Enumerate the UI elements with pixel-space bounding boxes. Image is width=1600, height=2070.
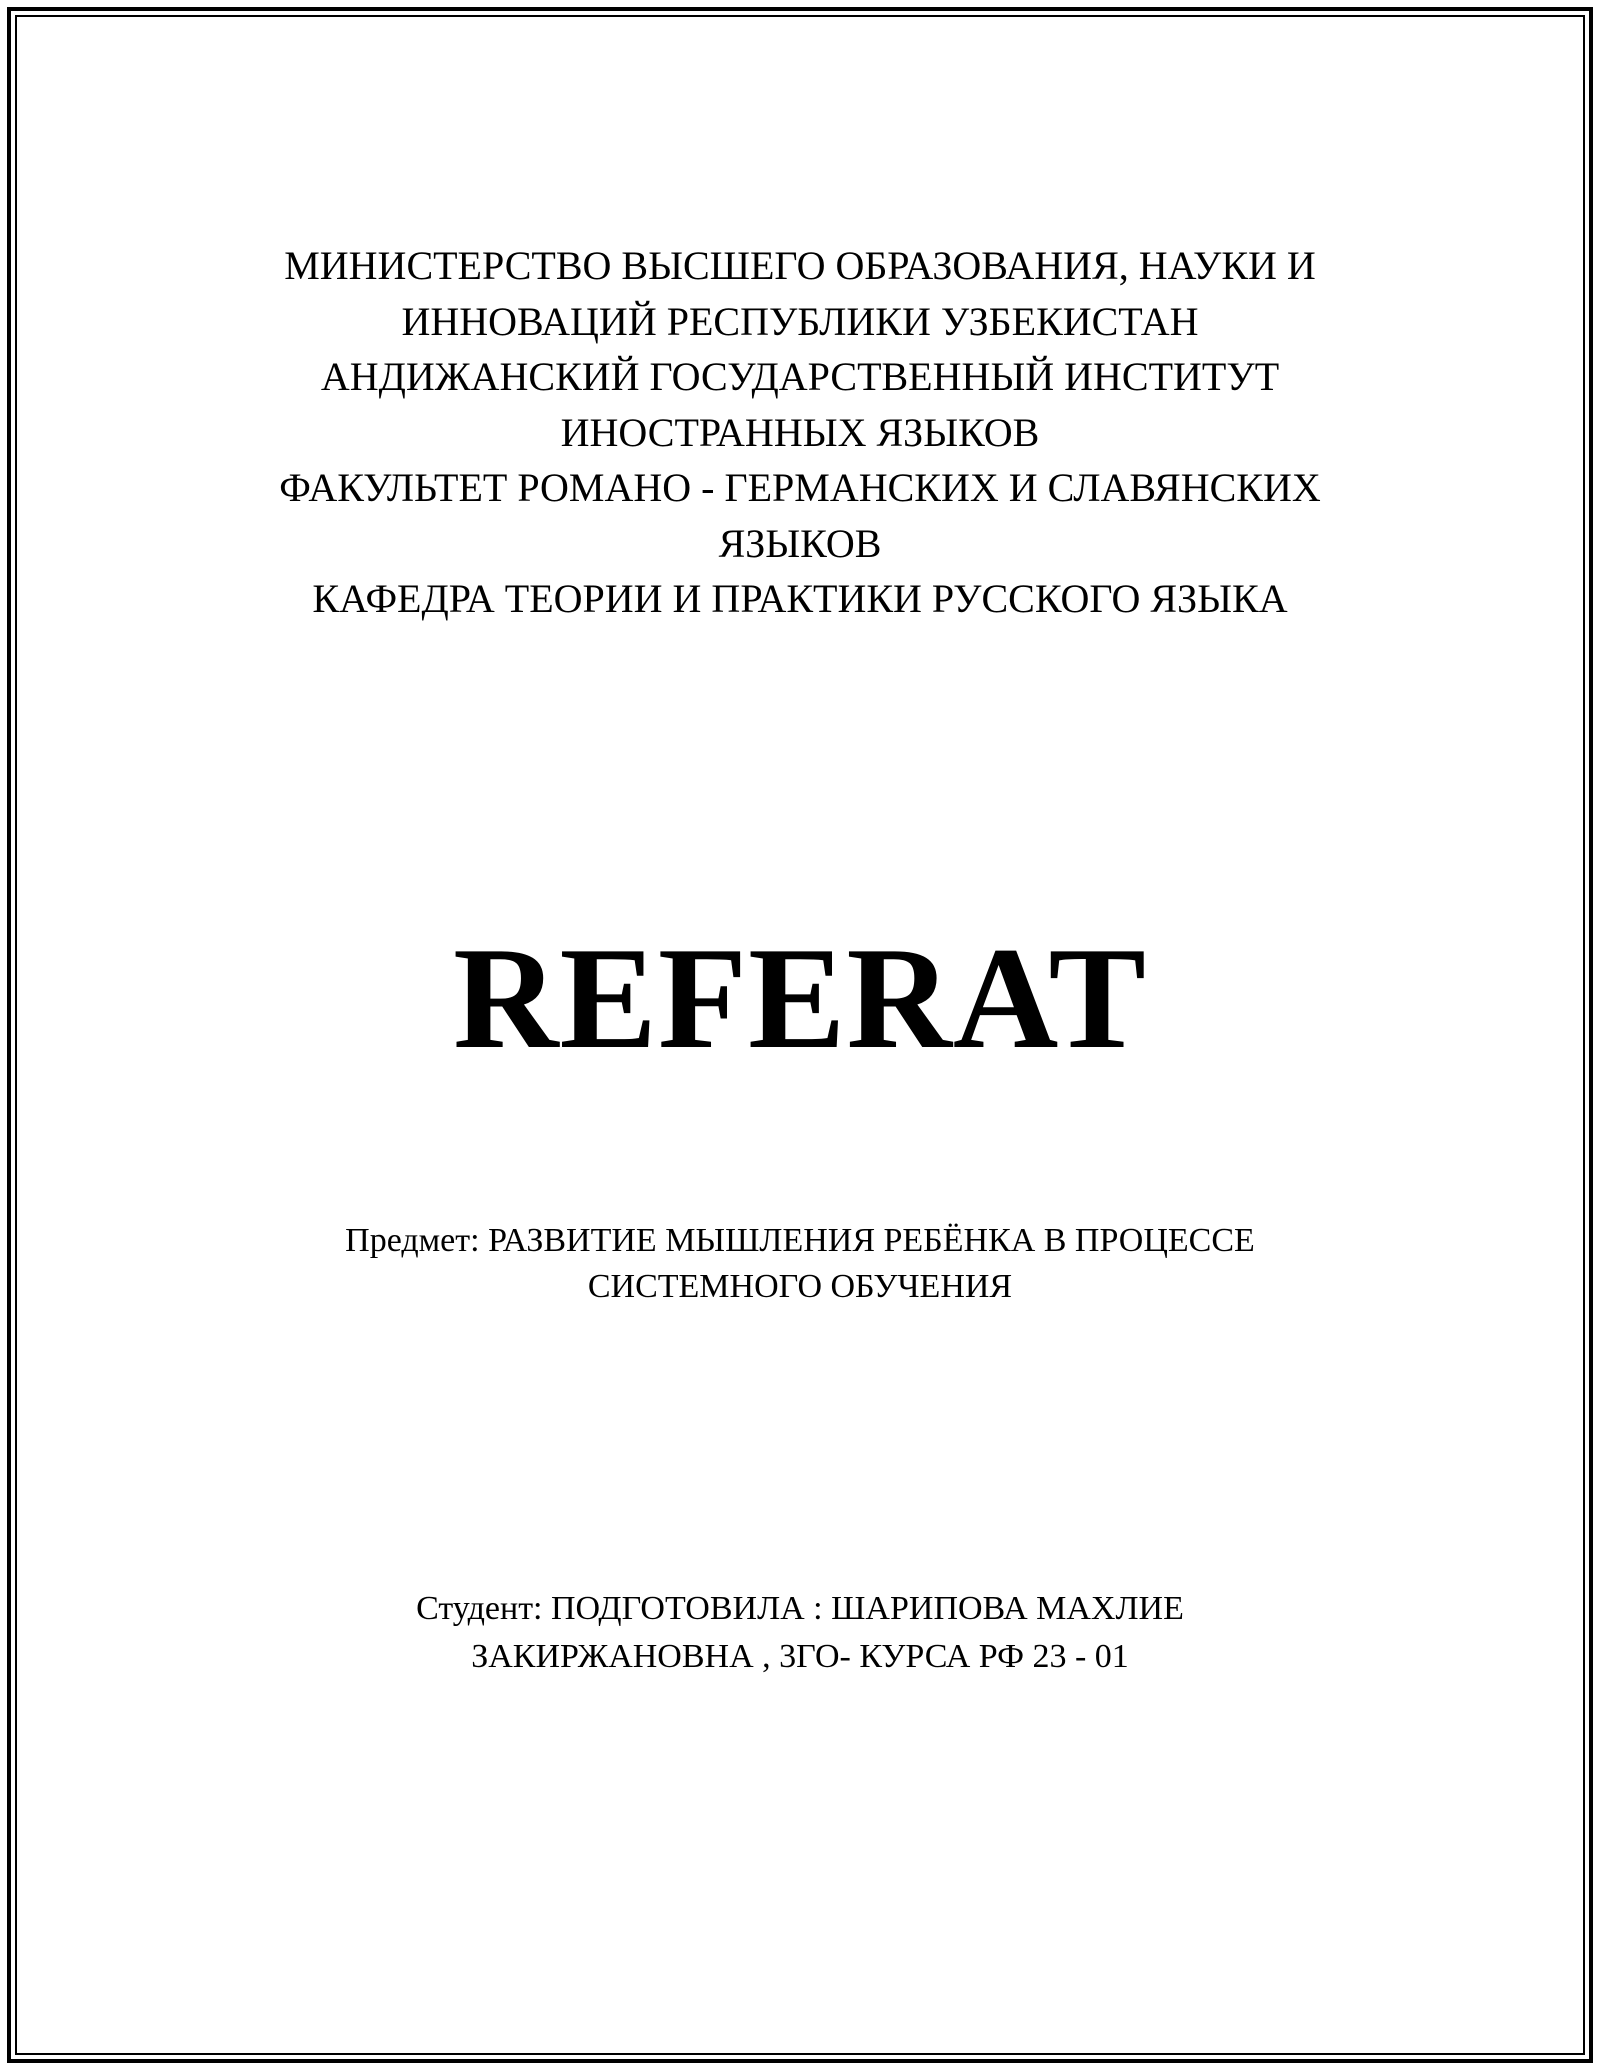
- subject-line-1: Предмет: РАЗВИТИЕ МЫШЛЕНИЯ РЕБЁНКА В ПРОЦЕССЕ: [345, 1222, 1255, 1259]
- institution-header: [0, 238, 1600, 627]
- document-title: REFERAT: [453, 917, 1147, 1079]
- header-line-ministry-2: ИННОВАЦИЙ РЕСПУБЛИКИ УЗБЕКИСТАН: [401, 298, 1199, 344]
- subject-line-2: СИСТЕМНОГО ОБУЧЕНИЯ: [587, 1268, 1013, 1305]
- student-line-1: Студент: ПОДГОТОВИЛА : ШАРИПОВА МАХЛИЕ: [416, 1590, 1184, 1627]
- header-line-ministry-1: МИНИСТЕРСТВО ВЫСШЕГО ОБРАЗОВАНИЯ, НАУКИ И: [284, 243, 1316, 288]
- header-line-institute-2: ИНОСТРАННЫХ ЯЗЫКОВ: [560, 409, 1040, 455]
- student-line-2: ЗАКИРЖАНОВНА , 3ГО- КУРСА РФ 23 - 01: [471, 1638, 1129, 1675]
- header-line-department: КАФЕДРА ТЕОРИИ И ПРАКТИКИ РУССКОГО ЯЗЫКА: [312, 576, 1288, 621]
- student-block: [0, 1585, 1600, 1681]
- header-line-faculty-1: ФАКУЛЬТЕТ РОМАНО - ГЕРМАНСКИХ И СЛАВЯНСКИХ: [279, 465, 1321, 510]
- subject-block: [0, 1218, 1600, 1310]
- header-line-faculty-2: ЯЗЫКОВ: [718, 520, 882, 566]
- header-line-institute-1: АНДИЖАНСКИЙ ГОСУДАРСТВЕННЫЙ ИНСТИТУТ: [320, 354, 1280, 399]
